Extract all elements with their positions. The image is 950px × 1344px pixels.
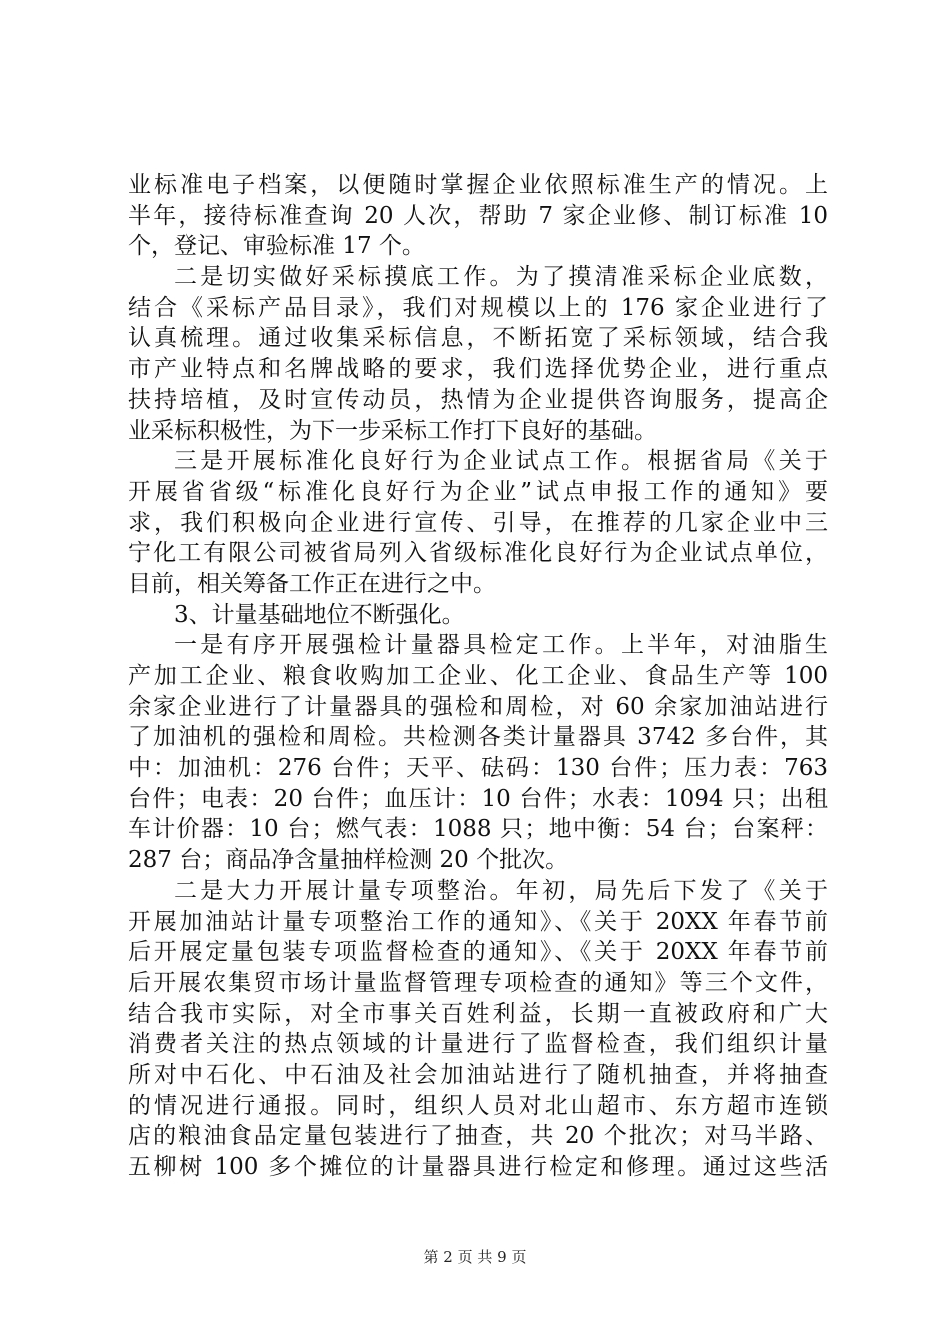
document-body [128, 170, 828, 1183]
text-line: 结合我市实际，对全市事关百姓利益，长期一直被政府和广大 [128, 1000, 828, 1027]
text-line: 求，我们积极向企业进行宣传、引导，在推荐的几家企业中三 [128, 509, 828, 536]
text-line: 车计价器：10 台；燃气表：1088 只；地中衡：54 台；台案秤： [128, 816, 828, 843]
text-line: 余家企业进行了计量器具的强检和周检，对 60 余家加油站进行 [128, 693, 828, 720]
paragraph-start-line: 二是切实做好采标摸底工作。为了摸清准采标企业底数， [174, 264, 828, 291]
section-heading: 3、计量基础地位不断强化。 [174, 601, 465, 628]
page-number-footer: 第 2 页 共 9 页 [423, 1248, 527, 1266]
text-line: 所对中石化、中石油及社会加油站进行了随机抽查，并将抽查 [128, 1061, 828, 1088]
text-line: 半年，接待标准查询 20 人次，帮助 7 家企业修、制订标准 10 [128, 202, 828, 229]
text-line: 287 台；商品净含量抽样检测 20 个批次。 [128, 847, 569, 874]
text-line: 结合《采标产品目录》，我们对规模以上的 176 家企业进行了 [128, 294, 828, 321]
text-line: 业采标积极性，为下一步采标工作打下良好的基础。 [128, 417, 657, 444]
text-line: 宁化工有限公司被省局列入省级标准化良好行为企业试点单位， [128, 540, 828, 567]
text-line: 认真梳理。通过收集采标信息，不断拓宽了采标领域，结合我 [128, 325, 828, 352]
text-line: 扶持培植，及时宣传动员，热情为企业提供咨询服务，提高企 [128, 386, 828, 413]
text-line: 了加油机的强检和周检。共检测各类计量器具 3742 多台件，其 [128, 724, 828, 751]
text-line: 开展省省级“标准化良好行为企业”试点申报工作的通知》要 [128, 478, 828, 505]
text-line: 的情况进行通报。同时，组织人员对北山超市、东方超市连锁 [128, 1092, 828, 1119]
text-line: 目前，相关筹备工作正在进行之中。 [128, 570, 496, 597]
text-line: 五柳树 100 多个摊位的计量器具进行检定和修理。通过这些活 [128, 1154, 828, 1180]
paragraph-start-line: 三是开展标准化良好行为企业试点工作。根据省局《关于 [174, 448, 828, 475]
text-line: 后开展定量包装专项监督检查的通知》、《关于 20XX 年春节前 [128, 939, 828, 966]
text-line: 台件；电表：20 台件；血压计：10 台件；水表：1094 只；出租 [128, 785, 828, 812]
text-line: 产加工企业、粮食收购加工企业、化工企业、食品生产等 100 [128, 663, 828, 689]
text-line: 后开展农集贸市场计量监督管理专项检查的通知》等三个文件， [128, 969, 828, 996]
text-line: 店的粮油食品定量包装进行了抽查，共 20 个批次；对马半路、 [128, 1123, 828, 1150]
paragraph-start-line: 二是大力开展计量专项整治。年初，局先后下发了《关于 [174, 877, 828, 904]
text-line: 业标准电子档案，以便随时掌握企业依照标准生产的情况。上 [128, 172, 828, 198]
text-line: 市产业特点和名牌战略的要求，我们选择优势企业，进行重点 [128, 356, 828, 383]
text-line: 开展加油站计量专项整治工作的通知》、《关于 20XX 年春节前 [128, 908, 828, 935]
text-line: 个，登记、审验标准 17 个。 [128, 233, 425, 260]
text-line: 中：加油机：276 台件；天平、砝码：130 台件；压力表：763 [128, 755, 828, 782]
text-line: 消费者关注的热点领域的计量进行了监督检查，我们组织计量 [128, 1031, 828, 1058]
paragraph-start-line: 一是有序开展强检计量器具检定工作。上半年，对油脂生 [174, 632, 828, 659]
